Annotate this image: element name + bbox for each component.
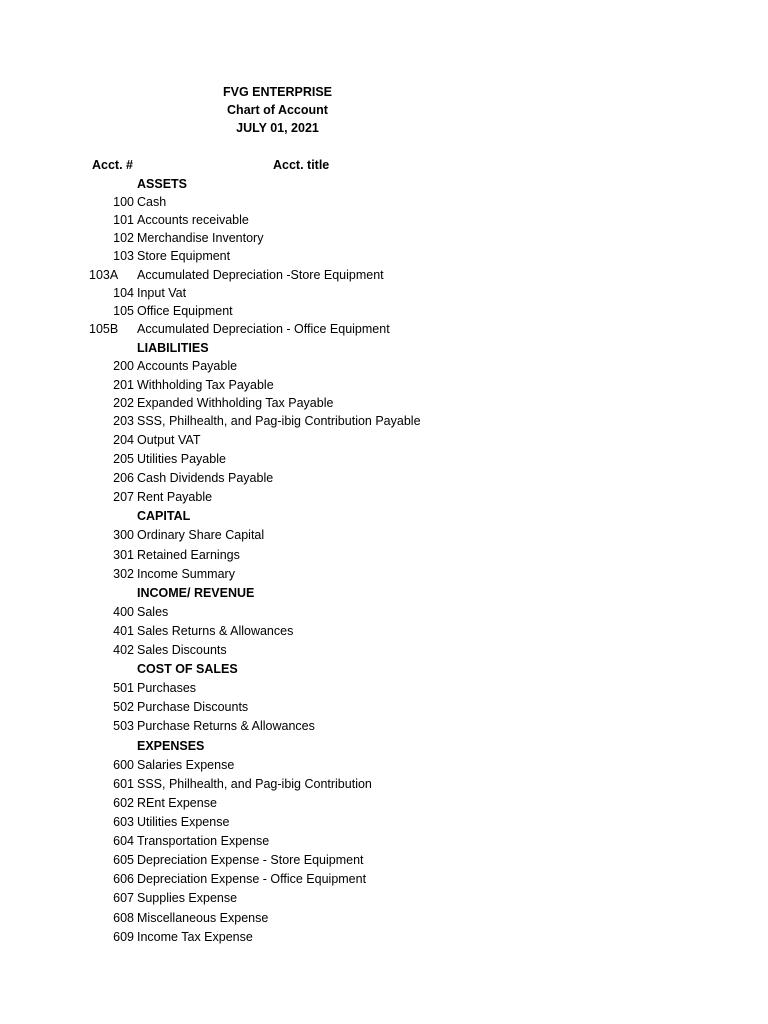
account-title: Office Equipment [137, 304, 233, 318]
account-row [0, 303, 768, 319]
account-title: Purchase Discounts [137, 700, 249, 714]
section-label: EXPENSES [137, 739, 205, 753]
account-row [0, 757, 768, 773]
account-title: SSS, Philhealth, and Pag-ibig Contribution Payable [137, 414, 421, 428]
account-row [0, 680, 768, 696]
account-title: Expanded Withholding Tax Payable [137, 396, 334, 410]
account-title: Depreciation Expense - Office Equipment [137, 872, 367, 886]
account-title: Transportation Expense [137, 834, 270, 848]
account-number: 501 [113, 681, 134, 695]
account-row [0, 814, 768, 830]
account-row [0, 194, 768, 210]
account-title: Cash [137, 195, 167, 209]
account-row [0, 230, 768, 246]
section-label: LIABILITIES [137, 341, 209, 355]
account-row [0, 604, 768, 620]
account-row [0, 489, 768, 505]
account-title: Input Vat [137, 286, 187, 300]
account-title: Income Summary [137, 567, 235, 581]
account-number: 302 [113, 567, 134, 581]
account-number: 600 [113, 758, 134, 772]
account-title: Purchase Returns & Allowances [137, 719, 315, 733]
account-row [0, 212, 768, 228]
account-title: Output VAT [137, 433, 201, 447]
account-row [0, 321, 768, 337]
account-number: 207 [113, 490, 134, 504]
account-number: 609 [113, 930, 134, 944]
account-number: 608 [113, 911, 134, 925]
account-row [0, 910, 768, 926]
account-title: Income Tax Expense [137, 930, 253, 944]
account-title: Purchases [137, 681, 197, 695]
account-title: Store Equipment [137, 249, 231, 263]
account-title: Sales [137, 605, 169, 619]
company-name: FVG ENTERPRISE [222, 85, 333, 99]
document-title: Chart of Account [227, 103, 328, 117]
account-number: 203 [113, 414, 134, 428]
account-title: REnt Expense [137, 796, 217, 810]
account-row [0, 929, 768, 945]
account-row [0, 699, 768, 715]
account-number: 103 [113, 249, 134, 263]
account-number: 105 [113, 304, 134, 318]
account-title: Merchandise Inventory [137, 231, 264, 245]
account-number: 604 [113, 834, 134, 848]
account-title: Rent Payable [137, 490, 213, 504]
account-row [0, 413, 768, 429]
account-title: Salaries Expense [137, 758, 235, 772]
account-title: Retained Earnings [137, 548, 240, 562]
account-title: Miscellaneous Expense [137, 911, 269, 925]
section-heading [0, 661, 768, 677]
account-title: SSS, Philhealth, and Pag-ibig Contribution [137, 777, 372, 791]
account-title: Accounts receivable [137, 213, 249, 227]
account-row [0, 395, 768, 411]
account-row [0, 432, 768, 448]
account-row [0, 267, 768, 283]
account-number: 401 [113, 624, 134, 638]
account-row [0, 795, 768, 811]
account-title: Accumulated Depreciation - Office Equipment [137, 322, 390, 336]
account-number: 202 [113, 396, 134, 410]
account-number: 503 [113, 719, 134, 733]
column-header-title: Acct. title [273, 158, 330, 172]
section-heading [0, 340, 768, 356]
account-row [0, 285, 768, 301]
account-number: 607 [113, 891, 134, 905]
account-title: Ordinary Share Capital [137, 528, 265, 542]
account-title: Sales Returns & Allowances [137, 624, 294, 638]
section-label: CAPITAL [137, 509, 191, 523]
document-date: JULY 01, 2021 [236, 121, 319, 135]
account-number: 400 [113, 605, 134, 619]
section-label: COST OF SALES [137, 662, 238, 676]
column-header-number: Acct. # [92, 158, 133, 172]
account-title: Withholding Tax Payable [137, 378, 274, 392]
account-number: 402 [113, 643, 134, 657]
account-number: 301 [113, 548, 134, 562]
account-number: 100 [113, 195, 134, 209]
account-title: Accumulated Depreciation -Store Equipment [137, 268, 384, 282]
account-number: 502 [113, 700, 134, 714]
account-number: 206 [113, 471, 134, 485]
account-number: 603 [113, 815, 134, 829]
section-label: INCOME/ REVENUE [137, 586, 255, 600]
section-heading [0, 176, 768, 192]
account-row [0, 527, 768, 543]
account-number: 300 [113, 528, 134, 542]
account-row [0, 718, 768, 734]
account-row [0, 377, 768, 393]
account-title: Supplies Expense [137, 891, 238, 905]
account-number: 200 [113, 359, 134, 373]
account-title: Depreciation Expense - Store Equipment [137, 853, 364, 867]
account-title: Utilities Expense [137, 815, 230, 829]
account-row [0, 871, 768, 887]
account-row [0, 776, 768, 792]
account-row [0, 547, 768, 563]
account-number: 602 [113, 796, 134, 810]
account-number: 103A [89, 268, 119, 282]
account-number: 102 [113, 231, 134, 245]
account-row [0, 890, 768, 906]
account-row [0, 852, 768, 868]
account-row [0, 470, 768, 486]
section-heading [0, 508, 768, 524]
section-heading [0, 585, 768, 601]
account-title: Cash Dividends Payable [137, 471, 274, 485]
account-row [0, 358, 768, 374]
section-heading [0, 738, 768, 754]
account-number: 205 [113, 452, 134, 466]
account-title: Utilities Payable [137, 452, 226, 466]
account-number: 101 [113, 213, 134, 227]
account-row [0, 566, 768, 582]
account-title: Sales Discounts [137, 643, 227, 657]
account-row [0, 623, 768, 639]
account-number: 605 [113, 853, 134, 867]
account-number: 104 [113, 286, 134, 300]
account-number: 201 [113, 378, 134, 392]
account-row [0, 248, 768, 264]
account-number: 606 [113, 872, 134, 886]
account-row [0, 451, 768, 467]
account-title: Accounts Payable [137, 359, 238, 373]
account-number: 204 [113, 433, 134, 447]
section-label: ASSETS [137, 177, 188, 191]
account-row [0, 642, 768, 658]
account-number: 601 [113, 777, 134, 791]
account-row [0, 833, 768, 849]
account-number: 105B [89, 322, 119, 336]
